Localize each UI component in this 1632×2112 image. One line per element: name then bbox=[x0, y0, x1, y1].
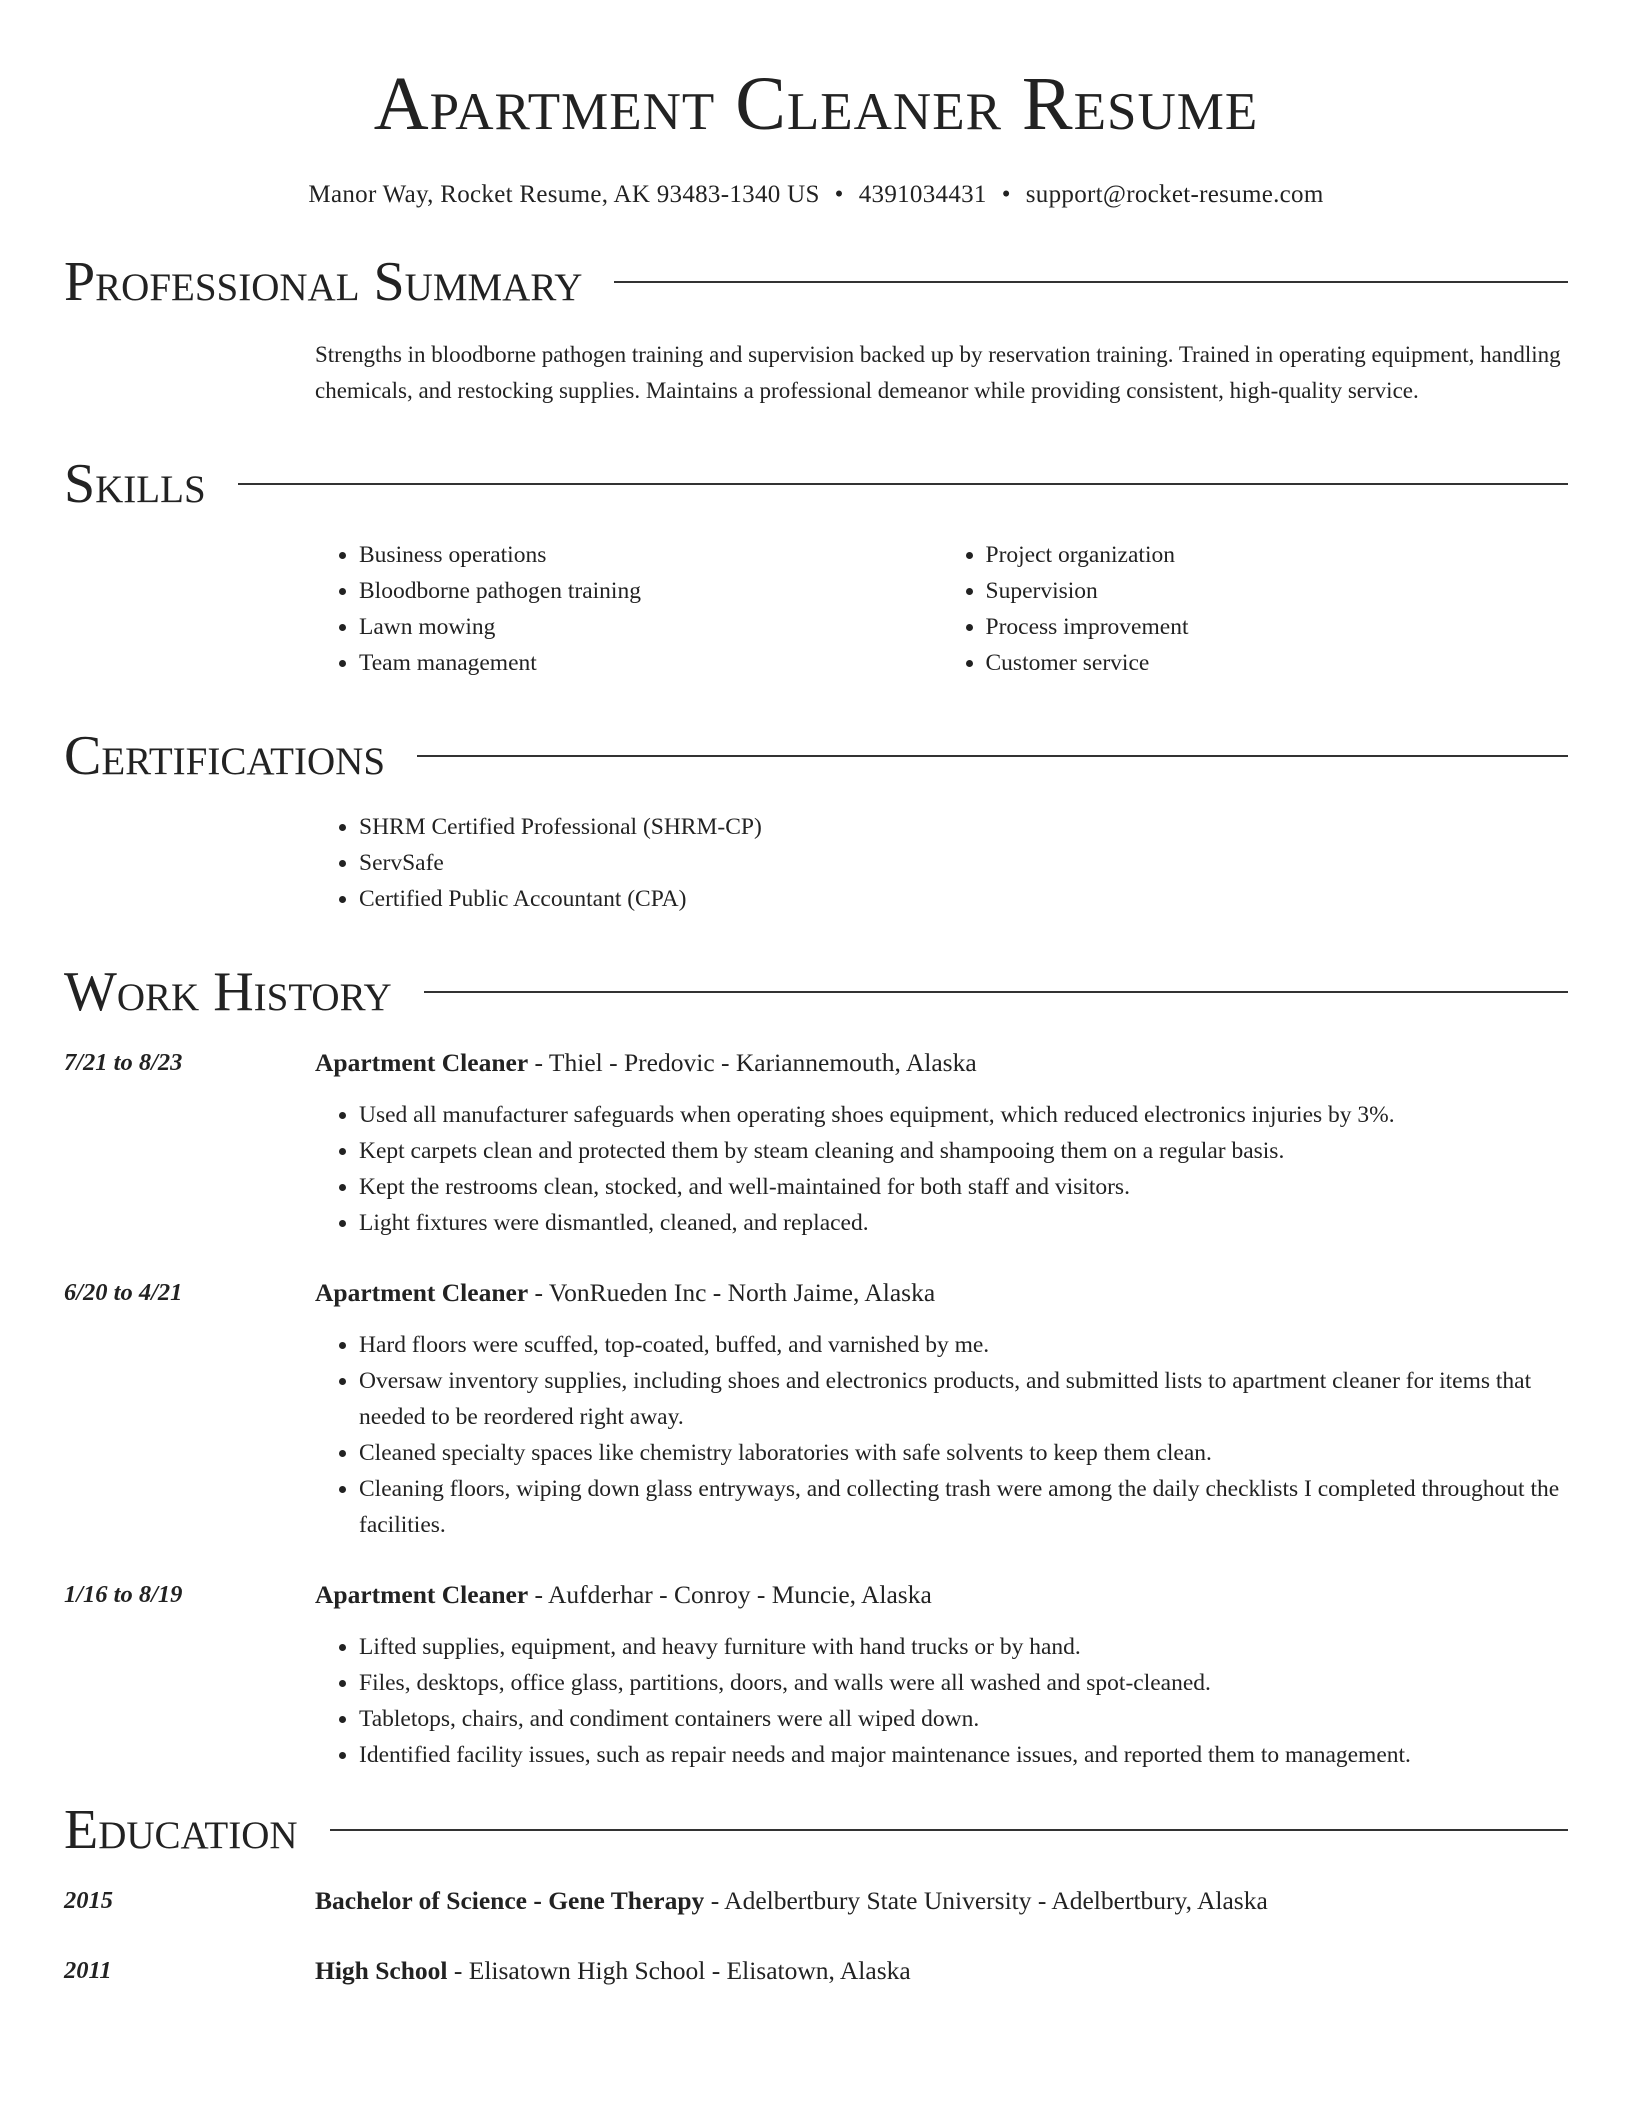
section-divider bbox=[417, 755, 1568, 757]
education-degree: High School bbox=[315, 1956, 448, 1985]
job-headline bbox=[315, 1045, 1568, 1081]
job-title: Apartment Cleaner bbox=[315, 1048, 529, 1077]
contact-phone: 4391034431 bbox=[858, 181, 987, 208]
job-bullet: • Light fixtures were dismantled, cleaned, and replaced. bbox=[359, 1205, 1568, 1241]
section-divider bbox=[424, 991, 1568, 993]
job-dates: 6/20 to 4/21 bbox=[64, 1279, 183, 1306]
skill-item: • Business operations bbox=[359, 537, 942, 573]
separator-dot: • bbox=[1001, 181, 1011, 208]
certification-item: • Certified Public Accountant (CPA) bbox=[359, 881, 1568, 917]
certifications-section-header bbox=[64, 725, 1568, 787]
certifications-heading: Certifications bbox=[64, 725, 386, 787]
job-bullet: • Used all manufacturer safeguards when operating shoes equipment, which reduced electronics injuries by 3%. bbox=[359, 1097, 1568, 1133]
education-heading: Education bbox=[64, 1799, 298, 1861]
summary-heading: Professional Summary bbox=[64, 251, 583, 313]
job-body bbox=[315, 1577, 1568, 1773]
resume-page bbox=[64, 0, 1568, 1989]
contact-email: support@rocket-resume.com bbox=[1025, 181, 1324, 208]
job-entry bbox=[64, 1275, 1568, 1543]
education-entry bbox=[64, 1953, 1568, 1989]
education-year: 2011 bbox=[64, 1957, 112, 1984]
certification-item: • ServSafe bbox=[359, 845, 1568, 881]
job-details: - Aufderhar - Conroy - Muncie, Alaska bbox=[528, 1580, 932, 1609]
skills-grid bbox=[315, 537, 1568, 681]
skill-item: • Project organization bbox=[986, 537, 1569, 573]
job-dates: 1/16 to 8/19 bbox=[64, 1581, 183, 1608]
education-headline bbox=[315, 1953, 911, 1989]
job-dates: 7/21 to 8/23 bbox=[64, 1049, 183, 1076]
skills-list-left bbox=[315, 537, 942, 681]
job-details: - VonRueden Inc - North Jaime, Alaska bbox=[528, 1278, 936, 1307]
education-year: 2015 bbox=[64, 1887, 113, 1914]
job-bullet: • Lifted supplies, equipment, and heavy furniture with hand trucks or by hand. bbox=[359, 1629, 1568, 1665]
job-bullet: • Cleaning floors, wiping down glass entryways, and collecting trash were among the daily checklists I completed throughout the facilities. bbox=[359, 1471, 1568, 1543]
summary-text: Strengths in bloodborne pathogen training and supervision backed up by reservation training. Trained in operating equipment, handling chemicals, and restocking supplies. Maintains a professional demeanor while providing consistent, high-quality service. bbox=[315, 342, 1561, 403]
skill-item: • Supervision bbox=[986, 573, 1569, 609]
separator-dot: • bbox=[834, 181, 844, 208]
skill-item: • Bloodborne pathogen training bbox=[359, 573, 942, 609]
job-bullet: • Kept carpets clean and protected them by steam cleaning and shampooing them on a regular basis. bbox=[359, 1133, 1568, 1169]
contact-address: Manor Way, Rocket Resume, AK 93483-1340 US bbox=[308, 181, 820, 208]
job-title: Apartment Cleaner bbox=[315, 1580, 529, 1609]
summary-section-header bbox=[64, 251, 1568, 313]
skills-heading: Skills bbox=[64, 453, 206, 515]
job-bullet: • Cleaned specialty spaces like chemistry laboratories with safe solvents to keep them clean. bbox=[359, 1435, 1568, 1471]
section-divider bbox=[614, 281, 1568, 283]
job-bullet: • Files, desktops, office glass, partitions, doors, and walls were all washed and spot-cleaned. bbox=[359, 1665, 1568, 1701]
education-details: - Elisatown High School - Elisatown, Alaska bbox=[447, 1956, 911, 1985]
skill-item: • Customer service bbox=[986, 645, 1569, 681]
skills-list-right bbox=[942, 537, 1569, 681]
education-details: - Adelbertbury State University - Adelbertbury, Alaska bbox=[704, 1886, 1268, 1915]
job-bullet: • Identified facility issues, such as repair needs and major maintenance issues, and reported them to management. bbox=[359, 1737, 1568, 1773]
job-bullets bbox=[315, 1629, 1568, 1773]
contact-line bbox=[64, 182, 1568, 207]
education-headline bbox=[315, 1883, 1268, 1919]
job-bullets bbox=[315, 1097, 1568, 1241]
certifications-block bbox=[315, 809, 1568, 917]
skill-item: • Process improvement bbox=[986, 609, 1569, 645]
skill-item: • Lawn mowing bbox=[359, 609, 942, 645]
certifications-list bbox=[315, 809, 1568, 917]
job-headline bbox=[315, 1577, 1568, 1613]
job-body bbox=[315, 1045, 1568, 1241]
job-headline bbox=[315, 1275, 1568, 1311]
job-bullet: • Oversaw inventory supplies, including shoes and electronics products, and submitted lists to apartment cleaner for items that needed to be reordered right away. bbox=[359, 1363, 1568, 1435]
education-entry bbox=[64, 1883, 1568, 1919]
job-body bbox=[315, 1275, 1568, 1543]
job-title: Apartment Cleaner bbox=[315, 1278, 529, 1307]
job-entry bbox=[64, 1577, 1568, 1773]
job-bullets bbox=[315, 1327, 1568, 1543]
work-heading: Work History bbox=[64, 961, 392, 1023]
job-details: - Thiel - Predovic - Kariannemouth, Alaska bbox=[528, 1048, 977, 1077]
job-bullet: • Kept the restrooms clean, stocked, and well-maintained for both staff and visitors. bbox=[359, 1169, 1568, 1205]
section-divider bbox=[238, 483, 1568, 485]
skill-item: • Team management bbox=[359, 645, 942, 681]
skills-section-header bbox=[64, 453, 1568, 515]
work-section-header bbox=[64, 961, 1568, 1023]
job-bullet: • Hard floors were scuffed, top-coated, buffed, and varnished by me. bbox=[359, 1327, 1568, 1363]
education-degree: Bachelor of Science - Gene Therapy bbox=[315, 1886, 705, 1915]
job-bullet: • Tabletops, chairs, and condiment containers were all wiped down. bbox=[359, 1701, 1568, 1737]
education-section-header bbox=[64, 1799, 1568, 1861]
resume-title: Apartment Cleaner Resume bbox=[373, 62, 1259, 146]
section-divider bbox=[330, 1829, 1568, 1831]
job-entry bbox=[64, 1045, 1568, 1241]
certification-item: • SHRM Certified Professional (SHRM-CP) bbox=[359, 809, 1568, 845]
